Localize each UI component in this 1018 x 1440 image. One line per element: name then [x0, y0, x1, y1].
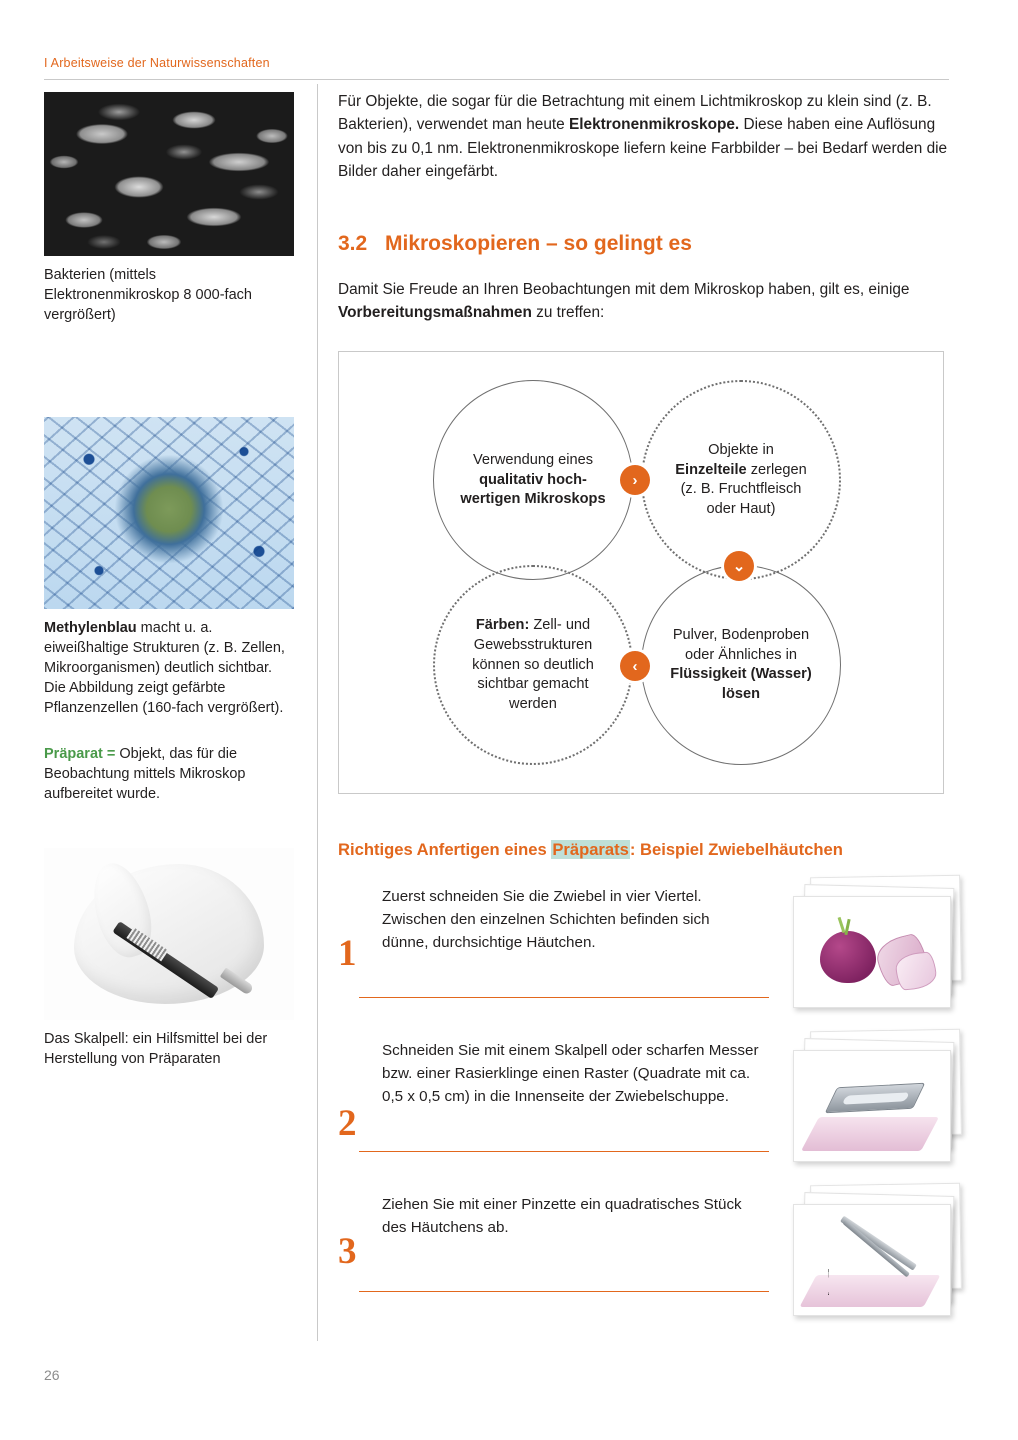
step-text-2: Schneiden Sie mit einem Skalpell oder scharfen Messer bzw. einer Rasierklinge einen Raster (Quadrate mit ca. 0,5 x 0,5 cm) in die Innenseite der Zwiebelschuppe.: [382, 1042, 759, 1106]
definition-text: Objekt, das für die Beobachtung mittels Mikroskop aufbereitet wurde.: [44, 746, 246, 802]
circle4-line1: Pulver, Bodenproben: [672, 627, 810, 644]
definition-praeparat: [44, 744, 294, 804]
running-header: [44, 56, 944, 70]
intro-part1: Für Objekte, die sogar für die Betrachtung mit einem Lichtmikroskop zu klein sind (z. B. Bakterien), verwendet man heute: [338, 93, 932, 134]
caption-rest-plant-cells: macht u. a. eiweißhaltige Strukturen (z. B. Zellen, Mikroorganismen) deutlich sichtbar. Die Abbildung zeigt gefärbte Pflanzenzellen (160-fach vergrößert).: [44, 620, 285, 716]
lead-part1: Damit Sie Freude an Ihren Beobachtungen mit dem Mikroskop haben, gilt es, einige: [338, 280, 910, 298]
figure-caption-plant-cells: [44, 618, 294, 718]
circle2-line2-bold: Einzelteile: [675, 461, 747, 478]
photo-card-front: [793, 1204, 951, 1316]
step-number-1: 1: [338, 933, 357, 975]
arrow-right-icon: ›: [620, 465, 650, 495]
circle4-line3: Flüssigkeit (Wasser): [670, 666, 812, 683]
page-number: 26: [44, 1367, 60, 1383]
onion-quarters-photo: [793, 876, 973, 1008]
steps-heading-part2: : Beispiel Zwiebelhäutchen: [629, 840, 843, 860]
step-item: [338, 1040, 949, 1160]
figure-caption-bacteria: Bakterien (mittels Elektronenmikroskop 8 000-fach vergrößert): [44, 267, 252, 323]
peeled-skin-shape: [828, 1269, 868, 1295]
section-heading: [338, 232, 949, 256]
onion-bulb-shape: [820, 931, 876, 983]
figure-caption-scalpel: Das Skalpell: ein Hilfsmittel bei der Herstellung von Präparaten: [44, 1031, 268, 1067]
steps-heading: [338, 840, 949, 860]
diagram-circle-staining: [433, 565, 633, 765]
circle4-line4: lösen: [721, 686, 761, 703]
intro-bold-term: Elektronenmikroskope.: [569, 116, 740, 134]
step-rule-3: [359, 1291, 769, 1293]
figure-bacteria: [44, 92, 294, 325]
caption-bold-methylenblau: Methylenblau: [44, 620, 137, 636]
step-item: [338, 1194, 949, 1314]
preparation-cycle-diagram: [338, 351, 944, 794]
scalpel-photo-image: [44, 848, 294, 1020]
circle1-line3: wertigen Mikroskops: [460, 491, 606, 508]
step-rule-1: [359, 997, 769, 999]
circle2-line4: oder Haut): [706, 501, 776, 518]
step-number-3: 3: [338, 1231, 357, 1273]
razor-blade-photo: [793, 1030, 973, 1162]
section-title: Mikroskopieren – so gelingt es: [385, 231, 692, 255]
circle2-line2-rest: zerlegen: [746, 461, 807, 478]
circle3-line4: sichtbar gemacht: [477, 676, 589, 693]
circle3-line2: Gewebsstrukturen: [473, 636, 593, 653]
photo-card-front: [793, 1050, 951, 1162]
circle1-line1: Verwendung eines: [472, 451, 594, 468]
lead-part2: zu treffen:: [531, 304, 605, 322]
onion-scale-shape: [801, 1117, 939, 1151]
diagram-circle-disassemble: [641, 380, 841, 580]
header-divider: [44, 79, 949, 80]
circle2-line1: Objekte in: [708, 442, 774, 459]
circle3-line1-bold: Färben:: [475, 617, 530, 634]
intro-paragraph: [338, 90, 949, 184]
figure-plant-cells: [44, 417, 294, 718]
diagram-circle-dissolve: [641, 565, 841, 765]
lead-bold-term: Vorbereitungsmaßnahmen: [338, 304, 532, 322]
step-rule-2: [359, 1151, 769, 1153]
step-text-3: Ziehen Sie mit einer Pinzette ein quadratisches Stück des Häutchens ab.: [382, 1196, 742, 1237]
photo-card-front: [793, 896, 951, 1008]
step-number-2: 2: [338, 1103, 357, 1145]
definition-term: Präparat =: [44, 746, 116, 762]
main-content-column: [338, 90, 949, 1314]
circle1-line2: qualitativ hoch-: [479, 471, 587, 488]
arrow-left-icon: ‹: [620, 651, 650, 681]
circle3-line5: werden: [509, 695, 557, 712]
methylene-blue-image: [44, 417, 294, 609]
figure-scalpel: [44, 848, 294, 1069]
bacteria-sem-image: [44, 92, 294, 256]
razor-blade-shape: [825, 1083, 926, 1113]
step-item: [338, 886, 949, 1006]
steps-heading-highlight: Präparats: [552, 840, 629, 860]
circle2-line3: (z. B. Fruchtfleisch: [680, 481, 802, 498]
chapter-title: I Arbeitsweise der Naturwissenschaften: [44, 56, 270, 70]
margin-column: [44, 92, 294, 1069]
step-text-1: Zuerst schneiden Sie die Zwiebel in vier Viertel. Zwischen den einzelnen Schichten befinden sich dünne, durchsichtige Häutchen.: [382, 888, 710, 952]
onion-scale-shape: [799, 1275, 940, 1307]
circle3-line1-rest: Zell- und: [529, 617, 591, 634]
section-number: 3.2: [338, 231, 368, 255]
lead-paragraph: [338, 278, 949, 325]
steps-heading-part1: Richtiges Anfertigen eines: [338, 840, 552, 860]
circle4-line2: oder Ähnliches in: [685, 646, 797, 663]
column-divider: [317, 84, 318, 1341]
intro-part2: Diese haben eine Auflösung von bis zu 0,1 nm. Elektronenmikroskope liefern keine Farbbilder – bei Bedarf werden die Bilder daher eingefärbt.: [338, 116, 948, 181]
circle3-line3: können so deutlich: [472, 656, 594, 673]
tweezers-photo: [793, 1184, 973, 1316]
diagram-circle-microscope: [433, 380, 633, 580]
arrow-down-icon: ⌄: [724, 551, 754, 581]
